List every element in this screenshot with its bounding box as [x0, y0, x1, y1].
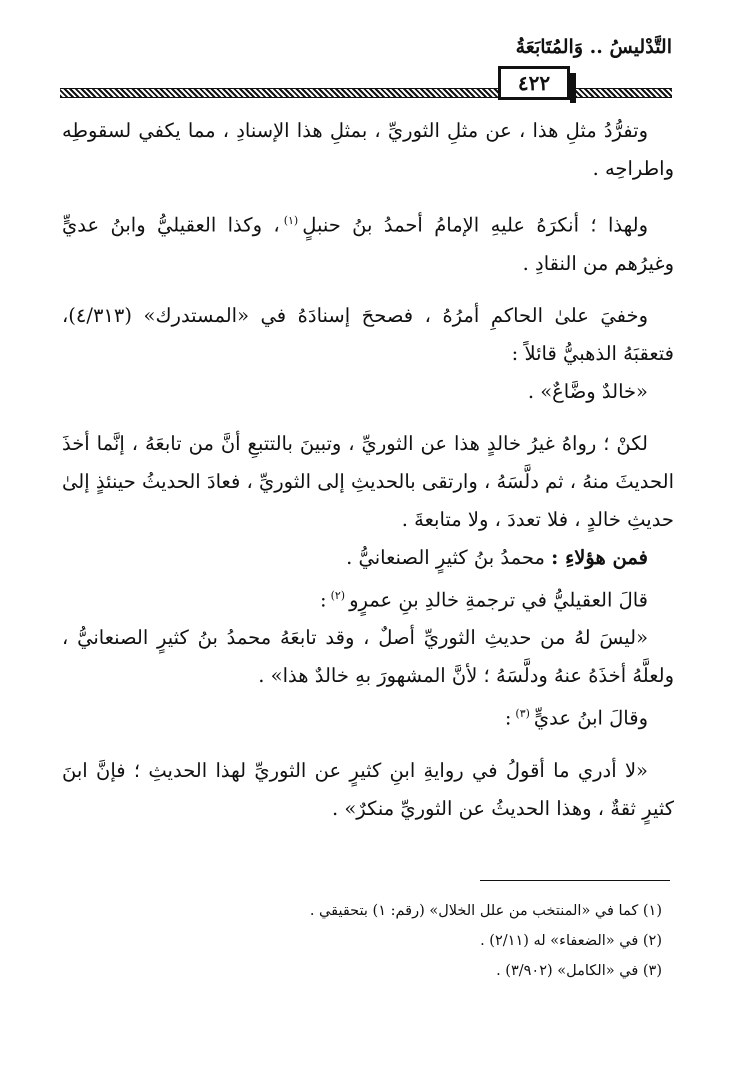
footnote-marker: (٣) [515, 707, 530, 720]
footnote-marker: (٢) [330, 588, 346, 602]
paragraph: وخفيَ علىٰ الحاكمِ أمرُهُ ، فصححَ إسنادَهُ في «المستدرك» (٤/٣١٣)، فتعقبَهُ الذهبيُّ قائلاً : [62, 303, 674, 365]
quote: «ليسَ لهُ من حديثِ الثوريِّ أصلٌ ، وقد تابعَهُ محمدُ بنُ كثيرٍ الصنعانيُّ ، ولعلَّهُ أخذَهُ عنهُ ودلَّسَهُ ؛ لأنَّ المشهورَ بهِ خالدٌ هذا» . [62, 626, 674, 687]
header-rule [60, 88, 672, 98]
footnote: (١) كما في «المنتخب من علل الخلال» (رقم: ١) بتحقيقي . [309, 903, 662, 919]
footnote-divider [480, 880, 670, 881]
paragraph: وتفرُّدُ مثلِ هذا ، عن مثلِ الثوريِّ ، بمثلِ هذا الإسنادِ ، مما يكفي لسقوطِه واطراحِه . [62, 119, 674, 180]
running-header [60, 36, 672, 100]
lead-phrase: فمن هؤلاءِ : [551, 545, 648, 569]
footnote-marker: (١) [283, 214, 299, 227]
page-number: ٤٢٢ [498, 66, 570, 100]
quote: «لا أدري ما أقولُ في روايةِ ابنِ كثيرٍ عن الثوريِّ لهذا الحديثِ ؛ فإنَّ ابنَ كثيرٍ ثقةٌ ، وهذا الحديثُ عن الثوريِّ منكرٌ» . [62, 758, 674, 820]
paragraph: ولهذا ؛ أنكرَهُ عليهِ الإمامُ أحمدُ بنُ حنبلٍ$^{(١)}$، وكذا العقيليُّ وابنُ عديٍّ وغيرُهم من النقادِ . [62, 213, 674, 275]
paragraph: فمن هؤلاءِ : محمدُ بنُ كثيرٍ الصنعانيُّ . [346, 545, 648, 569]
paragraph: قالَ العقيليُّ في ترجمةِ خالدِ بنِ عمرٍو$^{(٢)}$: [319, 588, 648, 611]
running-title: التَّدْليسُ .. وَالمُتَابَعَةُ [515, 36, 672, 58]
quote: «خالدٌ وضَّاعٌ» . [527, 379, 648, 403]
footnote: (٣) في «الكامل» (٣/٩٠٢) . [496, 963, 662, 979]
paragraph: لكنْ ؛ رواهُ غيرُ خالدٍ هذا عن الثوريِّ ، وتبينَ بالتتبعِ أنَّ من تابعَهُ ، إنَّما أخذَ الحديثَ منهُ ، ثم دلَّسَهُ ، وارتقى بالحديثِ إلى الثوريِّ ، فعادَ الحديثُ حينئذٍ إلىٰ حديثِ خالدٍ ، فلا تعددَ ، ولا متابعةَ . [62, 431, 674, 531]
footnote: (٢) في «الضعفاء» له (٢/١١) . [480, 933, 662, 949]
main-text [62, 112, 674, 828]
footnotes [62, 896, 662, 986]
paragraph: وقالَ ابنُ عديٍّ$^{(٣)}$: [504, 706, 648, 730]
